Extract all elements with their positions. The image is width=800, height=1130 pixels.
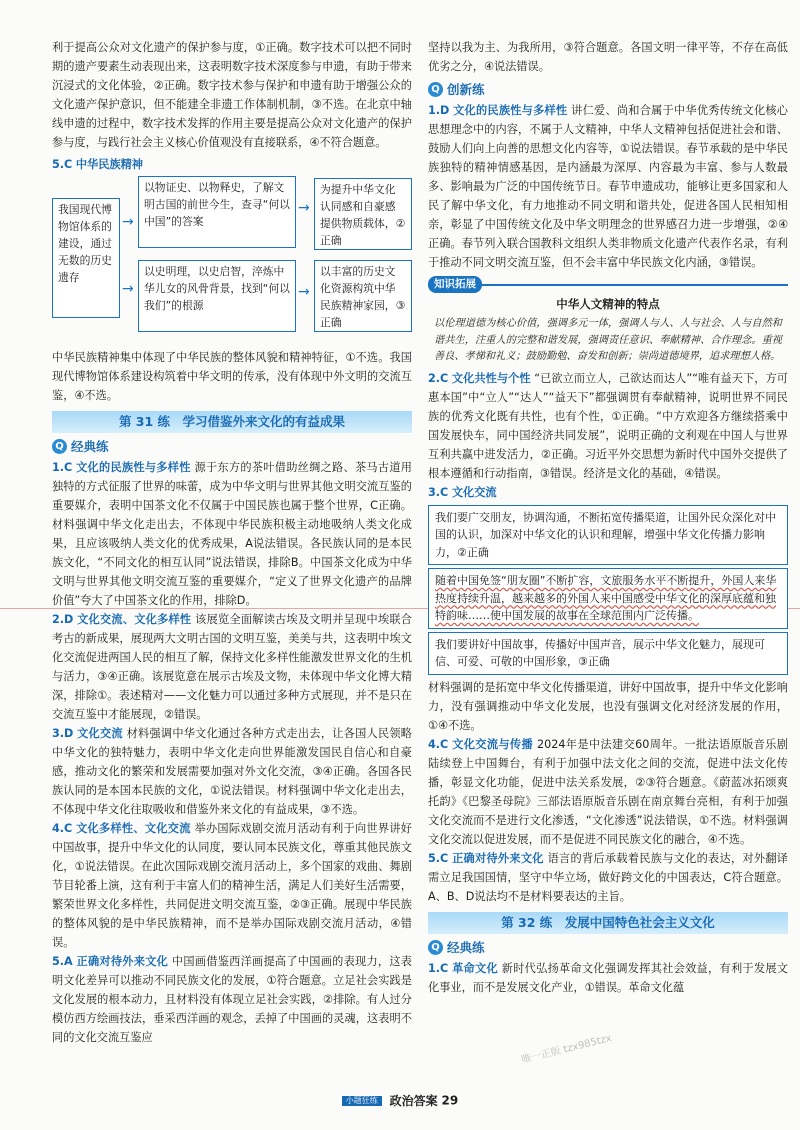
answer-number: 2.D: [52, 613, 74, 626]
answer-text: 讲仁爱、尚和合属于中华优秀传统文化核心思想理念中的内容，不属于人文精神，中华人文精神包括促进社会和谐、鼓励人们向上向善的思想文化内容等，①说法错误。春节承载的是中华民族独特的精神情感基因，是内涵最为深厚、内容最为丰富、参与人数最多、影响最为广泛的中国传统节日。春节申遗成功，能够让更多国家和人民了解中华文化，有力地推动不同文明和谐共处，促进各国人民相知相亲，彰显了中国传统文化及中华文明理念的世界感召力进一步增强，②④正确。春节列入联合国教科文组织人类非物质文化遗产代表作名录，有利于推动不同文明交流互鉴，但不会丰富中华民族文化内涵，③错误。: [428, 104, 788, 269]
section-title: 创新练: [447, 82, 485, 97]
answer-1d: [428, 101, 788, 272]
answer-number: 4.C: [52, 822, 73, 835]
answer-tag: 文化共性与个性: [451, 371, 531, 385]
answer-tag: 文化交流: [451, 485, 497, 499]
highlight-box: 我们要讲好中国故事，传播好中国声音，展示中华文化魅力，展现可信、可爱、可敬的中国形象，③正确: [428, 632, 788, 675]
section-header: [52, 437, 412, 456]
knowledge-body: 以伦理道德为核心价值，强调多元一体，强调人与人、人与社会、人与自然和谐共生，注重人的完整和谐发展，强调责任意识、奉献精神、合作理念。重视善良、孝悌和礼义；鼓励勤勉、奋发和创新；崇尚道德境界，追求理想人格。: [434, 318, 782, 362]
answer-3d: [52, 724, 412, 819]
answer-tag: 正确对待外来文化: [76, 955, 169, 968]
answer-tag: 文化的民族性与多样性: [453, 104, 568, 117]
arrow-icon: →: [122, 281, 134, 297]
answer-5a: [52, 952, 412, 1047]
magnifier-icon: Q: [52, 439, 67, 454]
left-column: [52, 38, 412, 1047]
answer-number: 5.C: [428, 851, 449, 865]
knowledge-tag: 知识拓展: [428, 276, 482, 293]
highlight-box: 我们要广交朋友，协调沟通，不断拓宽传播渠道，让国外民众深化对中国的认识，加深对中华文化的认识和理解，增强中华文化传播力影响力，②正确: [428, 505, 788, 566]
answer-number: 1.C: [52, 461, 73, 474]
answer-2c: [428, 369, 788, 483]
brand-logo: 小题狂练: [342, 1096, 382, 1106]
section-header: [428, 80, 788, 99]
answer-number: 4.C: [428, 737, 449, 751]
section-header: [428, 938, 788, 957]
page-number: 29: [441, 1093, 459, 1108]
answer-tag: 正确对待外来文化: [452, 851, 544, 865]
mind-map-mid-top: 以物证史、以物释史，了解文明古国的前世今生，查寻“何以中国”的答案: [138, 176, 296, 248]
paragraph: 利于提高公众对文化遗产的保护参与度，①正确。数字技术可以把不同时期的遗产要素生动表现出来，这表明数字技术深度参与申遗，有助于带来沉浸式的文化体验，②正确。数字技术参与保护和申遗有助于增强公众的文化遗产保护意识，但不能建全非遗工作体制机制，③不选。在北京中轴线申遗的过程中，数字技术发挥的作用主要是提高公众对文化遗产的保护参与度，与践行社会主义核心价值观没有直接联系，④不符合题意。: [52, 41, 412, 149]
mind-map-source: 我国现代博物馆体系的建设，通过无数的历史遗存: [52, 198, 120, 318]
answer-tag: 文化交流与传播: [452, 737, 534, 751]
answer-text: 中国画借鉴西洋画提高了中国画的表现力，这表明文化差异可以推动不同民族文化的发展，①符合题意。立足社会实践是文化发展的根本动力，且材料没有体现立足社会实践，②排除。有人过分模仿西方绘画技法，垂采西洋画的观念，丢掉了中国画的灵魂，这表明不同的文化交流互鉴应: [52, 955, 412, 1044]
footer-title: 政治答案: [389, 1094, 438, 1108]
highlight-box: 随着中国免签“朋友圈”不断扩容，文旅服务水平不断提升，外国人来华热度持续升温，越来越多的外国人来中国感受中华文化的深厚底蕴和独特韵味……使中国发展的故事在全球范围内广泛传播。: [428, 568, 788, 629]
answer-tag: 文化的民族性与多样性: [76, 461, 191, 474]
mind-map: [52, 176, 412, 344]
answer-text: 语言的背后承载着民族与文化的表达，对外翻译需立足我国国情，坚守中华立场，做好跨文化的中国表达，C符合题意。A、B、D说法均不是材料要表达的主旨。: [428, 851, 788, 903]
answer-number: 3.C: [428, 485, 449, 499]
arrow-icon: →: [298, 284, 310, 300]
answer-tag: 文化交流、文化多样性: [77, 613, 192, 626]
answer-4c: [428, 735, 788, 849]
answer-tag: 中华民族精神: [75, 158, 143, 171]
answer-text: “已欲立而立人，己欲达而达人”“唯有益天下，方可惠本国”中“立人”“达人”“益天下”都强调贯有奉献精神，说明世界不同民族的优秀文化既有共性，也有个性，①正确。“中方欢迎各方继续搭乘中国发展快车，同中国经济共同发展”，说明正确的文利观在中国人与世界互利共赢中进发活力，②正确。习近平外交思想为新时代中国外交提供了根本遵循和行动指南，③错误。经济是文化的基础，④错误。: [428, 371, 788, 480]
knowledge-bar: [428, 276, 788, 293]
paragraph: 中华民族精神集中体现了中华民族的整体风貌和精神特征，①不选。我国现代博物馆体系建设构筑着中华文明的传承，没有体现中外文明的交流互鉴，④不选。: [52, 351, 412, 402]
answer-tag: 革命文化: [452, 961, 498, 975]
magnifier-icon: Q: [428, 82, 443, 97]
mind-map-right-top: 为提升中华文化认同感和自豪感提供物质载体，②正确: [314, 178, 412, 250]
mind-map-right-bottom: 以丰富的历史文化资源构筑中华民族精神家园，③正确: [314, 260, 412, 332]
answer-tag: 文化交流: [77, 727, 123, 740]
section-title: 经典练: [71, 439, 109, 454]
answer-text: 新时代弘扬革命文化强调发挥其社会效益，有利于发展文化事业，而不是发展文化产业，①错误。革命文化蕴: [428, 961, 788, 994]
answer-2d: [52, 610, 412, 724]
paragraph: 坚持以我为主、为我所用，③符合题意。各国文明一律平等，不存在高低优劣之分，④说法错误。: [428, 41, 788, 73]
section-title: 经典练: [447, 939, 485, 955]
paragraph: 材料强调的是拓宽中华文化传播渠道，讲好中国故事，提升中华文化影响力，没有强调推动中华文化发展，也没有强调文化对经济发展的作用，①④不选。: [428, 680, 788, 732]
unit-title-32: 第 32 练 发展中国特色社会主义文化: [428, 912, 788, 934]
answer-1c: [428, 959, 788, 997]
answer-3c: [428, 483, 788, 502]
page-footer: [0, 1092, 800, 1109]
answer-4c: [52, 819, 412, 952]
answer-number: 5.A: [52, 955, 73, 968]
answer-text: 源于东方的茶叶借助丝绸之路、茶马古道用独特的方式征服了世界的味蕾，成为中华文明与世界其他文明交流互鉴的重要媒介，表明中国茶文化不仅属于中国民族也属于整个世界，C正确。材料强调中华文化走出去，不体现中华民族积极主动地吸纳人类文化成果，且应该吸纳人类文化的优秀成果，A说法错误。各民族认同的是本民族文化，“不同文化的相互认同”说法错误，排除B。中国茶文化成为中华文明与世界其他文明交流互鉴的重要媒介，“定义了世界文化遗产的品牌价值”夸大了中国茶文化的作用，排除D。: [52, 461, 412, 607]
answer-number: 5.C: [52, 158, 73, 171]
answer-text: 材料强调中华文化通过各种方式走出去，让各国人民领略中华文化的独特魅力，表明中华文化走向世界能激发国民自信心和自豪感，推动文化的繁荣和发展需要加强对外文化交流，③④正确。各国各民族认同的是本国本民族的文化，①说法错误。材料强调中华文化走出去，不体现中华文化往取吸收和借鉴外来文化的有益成果，③不选。: [52, 727, 412, 816]
answer-number: 1.D: [428, 104, 450, 117]
answer-text: 2024年是中法建交60周年。一批法语原版音乐剧陆续登上中国舞台，有利于加强中法文化之间的交流，促进中法文化传播，彰显文化功能，促进中法关系发展，②③符合题意。《蔚蓝冰拓颂爽托韵》《巴黎圣母院》三部法语原版音乐剧在南京舞台亮相，有利于加强文化交流而不是进行文化渗透，“文化渗透”说法错误，①不选。材料强调文化交流以促进发展，而不是促进不同民族文化的融合，④不选。: [428, 737, 788, 846]
right-column: [428, 38, 788, 997]
answer-tag: 文化多样性、文化交流: [76, 822, 191, 835]
answer-number: 1.C: [428, 961, 449, 975]
arrow-icon: →: [122, 214, 134, 230]
knowledge-title: 中华人文精神的特点: [556, 297, 660, 311]
magnifier-icon: Q: [428, 940, 443, 955]
arrow-icon: →: [298, 200, 310, 216]
divider: [482, 284, 788, 286]
answer-number: 2.C: [428, 371, 449, 385]
answer-5c: [52, 155, 412, 174]
answer-number: 3.D: [52, 727, 74, 740]
answer-text: 举办国际戏剧交流月活动有利于向世界讲好中国故事，提升中华文化的认同度，要认同本民族文化，尊重其他民族文化，①说法错误。在此次国际戏剧交流月活动上，多个国家的戏曲、舞剧节目轮番上演，这有利于丰富人们的精神生活，满足人们美好生活需要，繁荣世界文化多样性，共同促进文明交流互鉴，②③正确。展现中华民族的整体风貌的是中华民族精神，而不是举办国际戏剧交流月活动，④错误。: [52, 822, 412, 949]
answer-text: 该展览全面解读古埃及文明并呈现中埃联合考古的新成果，展现两大文明古国的文明互鉴，美美与共，这表明中埃文化交流促进两国人民的相互了解，保持文化多样性能激发世界文化的生机与活力，③④正确。该展览意在展示古埃及文物，未体现中华文化博大精深，排除①。表述精对——文化魅力可以通过多种方式展现，并不是只在交流互鉴中才能展现，②错误。: [52, 613, 412, 721]
unit-title-31: 第 31 练 学习借鉴外来文化的有益成果: [52, 411, 412, 433]
mind-map-mid-bottom: 以史明理，以史启智，淬炼中华儿女的风骨背景，找到“何以我们”的根源: [138, 260, 296, 332]
answer-1c: [52, 458, 412, 610]
watermark: 唯一正版 tzx985tzx: [520, 1032, 613, 1066]
answer-5c: [428, 849, 788, 906]
